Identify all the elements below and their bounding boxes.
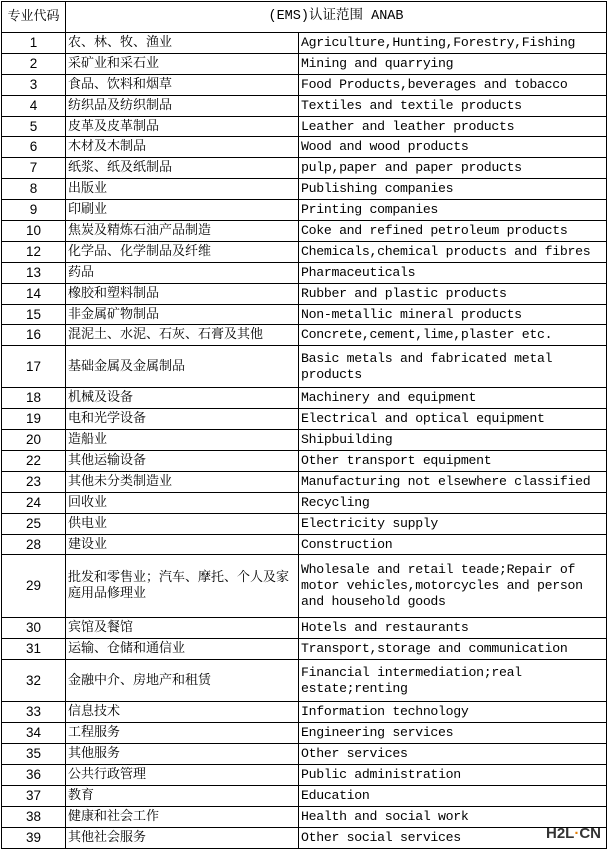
row-en-name: Non-metallic mineral products — [299, 304, 607, 325]
row-en-name: Wholesale and retail teade;Repair of motor vehicles,motorcycles and person and household goods — [299, 555, 607, 618]
table-row — [2, 325, 607, 346]
row-en-name: Construction — [299, 534, 607, 555]
row-cn-name: 纺织品及纺织制品 — [66, 95, 299, 116]
table-row — [2, 241, 607, 262]
row-en-name: Other transport equipment — [299, 451, 607, 472]
row-cn-name: 混泥土、水泥、石灰、石膏及其他 — [66, 325, 299, 346]
row-cn-name: 其他未分类制造业 — [66, 471, 299, 492]
table-row — [2, 116, 607, 137]
row-cn-name: 印刷业 — [66, 200, 299, 221]
table-row — [2, 513, 607, 534]
row-en-name: Electrical and optical equipment — [299, 409, 607, 430]
row-en-name: Financial intermediation;real estate;renting — [299, 660, 607, 702]
row-code: 10 — [2, 221, 66, 242]
row-code: 38 — [2, 806, 66, 827]
table-row — [2, 53, 607, 74]
row-en-name: Other social services — [299, 827, 607, 848]
row-code: 23 — [2, 471, 66, 492]
row-code: 5 — [2, 116, 66, 137]
row-cn-name: 其他社会服务 — [66, 827, 299, 848]
row-code: 32 — [2, 660, 66, 702]
row-cn-name: 批发和零售业；汽车、摩托、个人及家庭用品修理业 — [66, 555, 299, 618]
row-en-name: Education — [299, 785, 607, 806]
row-code: 14 — [2, 283, 66, 304]
row-cn-name: 造船业 — [66, 430, 299, 451]
row-en-name: Coke and refined petroleum products — [299, 221, 607, 242]
row-cn-name: 橡胶和塑料制品 — [66, 283, 299, 304]
row-en-name: Pharmaceuticals — [299, 262, 607, 283]
row-en-name: Agriculture,Hunting,Forestry,Fishing — [299, 33, 607, 54]
table-row — [2, 388, 607, 409]
header-scope: (EMS)认证范围 ANAB — [66, 2, 607, 33]
table-row — [2, 471, 607, 492]
row-cn-name: 运输、仓储和通信业 — [66, 639, 299, 660]
watermark-suffix: CN — [579, 825, 601, 842]
table-row — [2, 137, 607, 158]
table-row — [2, 409, 607, 430]
row-code: 33 — [2, 702, 66, 723]
row-code: 12 — [2, 241, 66, 262]
site-watermark — [546, 825, 601, 842]
row-code: 28 — [2, 534, 66, 555]
row-en-name: Food Products,beverages and tobacco — [299, 74, 607, 95]
row-cn-name: 建设业 — [66, 534, 299, 555]
scope-table — [1, 1, 607, 849]
row-code: 34 — [2, 723, 66, 744]
row-cn-name: 其他运输设备 — [66, 451, 299, 472]
row-en-name: Public administration — [299, 764, 607, 785]
row-code: 3 — [2, 74, 66, 95]
table-row — [2, 158, 607, 179]
table-row — [2, 534, 607, 555]
row-cn-name: 农、林、牧、渔业 — [66, 33, 299, 54]
row-en-name: Information technology — [299, 702, 607, 723]
row-en-name: Concrete,cement,lime,plaster etc. — [299, 325, 607, 346]
row-cn-name: 基础金属及金属制品 — [66, 346, 299, 388]
row-en-name: Manufacturing not elsewhere classified — [299, 471, 607, 492]
row-cn-name: 采矿业和采石业 — [66, 53, 299, 74]
row-cn-name: 木材及木制品 — [66, 137, 299, 158]
row-en-name: Chemicals,chemical products and fibres — [299, 241, 607, 262]
row-en-name: Textiles and textile products — [299, 95, 607, 116]
table-row — [2, 95, 607, 116]
table-row — [2, 492, 607, 513]
row-en-name: Mining and quarrying — [299, 53, 607, 74]
row-code: 25 — [2, 513, 66, 534]
table-row — [2, 723, 607, 744]
row-code: 19 — [2, 409, 66, 430]
row-cn-name: 其他服务 — [66, 744, 299, 765]
row-cn-name: 药品 — [66, 262, 299, 283]
row-cn-name: 非金属矿物制品 — [66, 304, 299, 325]
table-row — [2, 555, 607, 618]
table-row — [2, 785, 607, 806]
table-row — [2, 346, 607, 388]
row-code: 24 — [2, 492, 66, 513]
table-row — [2, 304, 607, 325]
row-en-name: Wood and wood products — [299, 137, 607, 158]
row-cn-name: 供电业 — [66, 513, 299, 534]
row-cn-name: 信息技术 — [66, 702, 299, 723]
row-en-name: Electricity supply — [299, 513, 607, 534]
table-row — [2, 744, 607, 765]
row-cn-name: 化学品、化学制品及纤维 — [66, 241, 299, 262]
table-row — [2, 639, 607, 660]
scope-table-body — [2, 2, 607, 849]
row-en-name: Rubber and plastic products — [299, 283, 607, 304]
header-row — [2, 2, 607, 33]
row-en-name: Shipbuilding — [299, 430, 607, 451]
row-code: 1 — [2, 33, 66, 54]
row-cn-name: 纸浆、纸及纸制品 — [66, 158, 299, 179]
row-en-name: Engineering services — [299, 723, 607, 744]
row-en-name: Printing companies — [299, 200, 607, 221]
table-row — [2, 702, 607, 723]
row-code: 9 — [2, 200, 66, 221]
row-cn-name: 电和光学设备 — [66, 409, 299, 430]
row-code: 2 — [2, 53, 66, 74]
table-row — [2, 221, 607, 242]
table-row — [2, 827, 607, 848]
row-code: 30 — [2, 618, 66, 639]
row-code: 39 — [2, 827, 66, 848]
table-row — [2, 430, 607, 451]
row-cn-name: 工程服务 — [66, 723, 299, 744]
row-cn-name: 宾馆及餐馆 — [66, 618, 299, 639]
row-code: 31 — [2, 639, 66, 660]
row-code: 22 — [2, 451, 66, 472]
table-row — [2, 262, 607, 283]
row-en-name: Health and social work — [299, 806, 607, 827]
row-cn-name: 出版业 — [66, 179, 299, 200]
table-row — [2, 764, 607, 785]
row-cn-name: 机械及设备 — [66, 388, 299, 409]
row-code: 15 — [2, 304, 66, 325]
row-en-name: Recycling — [299, 492, 607, 513]
row-code: 20 — [2, 430, 66, 451]
row-code: 18 — [2, 388, 66, 409]
table-row — [2, 283, 607, 304]
row-code: 7 — [2, 158, 66, 179]
row-cn-name: 焦炭及精炼石油产品制造 — [66, 221, 299, 242]
row-en-name: Machinery and equipment — [299, 388, 607, 409]
row-en-name: Transport,storage and communication — [299, 639, 607, 660]
watermark-prefix: H2L — [545, 825, 575, 842]
watermark-dot: · — [574, 825, 580, 842]
row-en-name: pulp,paper and paper products — [299, 158, 607, 179]
row-code: 16 — [2, 325, 66, 346]
table-row — [2, 660, 607, 702]
row-cn-name: 健康和社会工作 — [66, 806, 299, 827]
row-cn-name: 皮革及皮革制品 — [66, 116, 299, 137]
row-code: 13 — [2, 262, 66, 283]
table-row — [2, 74, 607, 95]
row-code: 8 — [2, 179, 66, 200]
row-en-name: Basic metals and fabricated metal products — [299, 346, 607, 388]
row-code: 37 — [2, 785, 66, 806]
table-row — [2, 451, 607, 472]
row-code: 36 — [2, 764, 66, 785]
row-code: 29 — [2, 555, 66, 618]
row-cn-name: 食品、饮料和烟草 — [66, 74, 299, 95]
row-cn-name: 教育 — [66, 785, 299, 806]
table-row — [2, 806, 607, 827]
row-cn-name: 公共行政管理 — [66, 764, 299, 785]
table-row — [2, 179, 607, 200]
header-code: 专业代码 — [2, 2, 66, 33]
table-row — [2, 618, 607, 639]
row-en-name: Publishing companies — [299, 179, 607, 200]
row-code: 4 — [2, 95, 66, 116]
row-en-name: Hotels and restaurants — [299, 618, 607, 639]
row-cn-name: 回收业 — [66, 492, 299, 513]
row-code: 17 — [2, 346, 66, 388]
row-code: 35 — [2, 744, 66, 765]
row-en-name: Other services — [299, 744, 607, 765]
row-code: 6 — [2, 137, 66, 158]
table-row — [2, 33, 607, 54]
table-row — [2, 200, 607, 221]
row-cn-name: 金融中介、房地产和租赁 — [66, 660, 299, 702]
row-en-name: Leather and leather products — [299, 116, 607, 137]
